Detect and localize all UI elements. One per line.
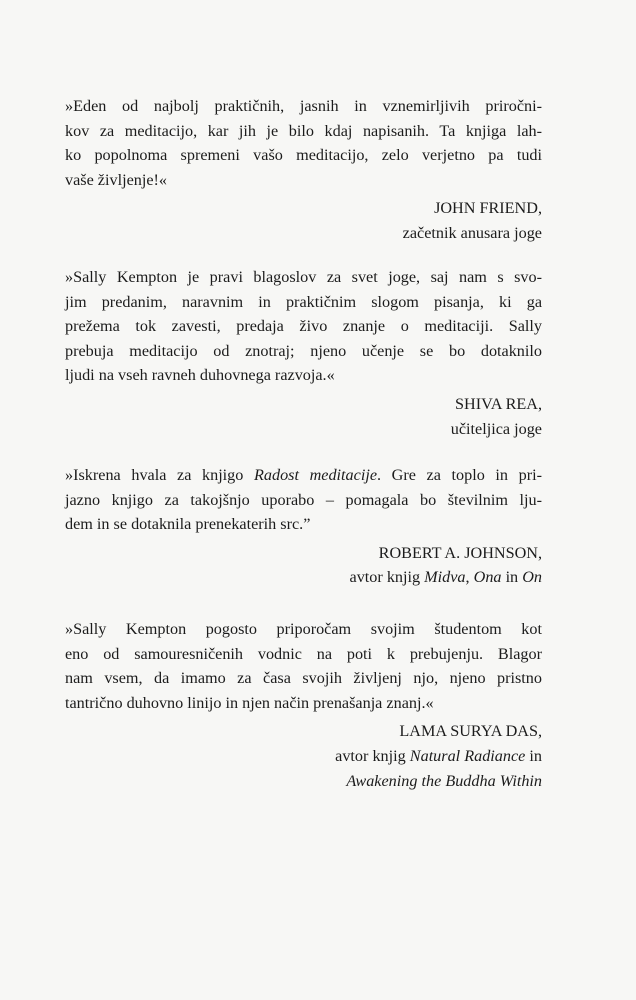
quote-line: jim predanim, naravnim in praktičnim slogom pisanja, ki ga	[65, 292, 542, 311]
testimonial-shiva-rea	[65, 265, 542, 441]
quote-line: ko popolnoma spremeni vašo meditacijo, zelo verjetno pa tudi	[65, 146, 542, 165]
quote-text	[65, 617, 542, 715]
author-role	[65, 565, 542, 590]
quote-line: »Sally Kempton je pravi blagoslov za svet joge, saj nam s svo-	[65, 268, 542, 286]
quote-fragment: »Iskrena hvala za knjigo	[65, 466, 254, 484]
author-name: JOHN FRIEND,	[434, 199, 542, 218]
quote-text	[65, 265, 542, 388]
role-fragment: ,	[465, 568, 474, 587]
author-role: učiteljica joge	[450, 419, 542, 438]
quote-line: dem in se dotaknila prenekaterih src.”	[65, 515, 311, 534]
quote-line: kov za meditacijo, kar jih je bilo kdaj napisanih. Ta knjiga lah-	[65, 121, 542, 140]
quote-line	[65, 463, 542, 488]
role-fragment: avtor knjig	[335, 746, 410, 765]
attribution	[65, 196, 542, 245]
quote-line: ljudi na vseh ravneh duhovnega razvoja.«	[65, 366, 335, 385]
quote-line: »Eden od najbolj praktičnih, jasnih in vznemirljivih priročni-	[65, 97, 542, 115]
quote-text	[65, 463, 542, 537]
author-name: SHIVA REA,	[455, 394, 542, 413]
book-title: Midva	[424, 568, 466, 587]
quote-line: prežema tok zavesti, predaja živo znanje o meditaciji. Sally	[65, 317, 542, 336]
book-title: Radost meditacije	[254, 466, 378, 484]
book-title: On	[522, 568, 542, 587]
quote-text	[65, 94, 542, 192]
attribution	[65, 541, 542, 590]
quote-line: jazno knjigo za takojšnjo uporabo – pomagala bo številnim lju-	[65, 490, 542, 509]
book-title: Ona	[473, 568, 502, 587]
testimonial-lama-surya-das	[65, 617, 542, 793]
book-title: Natural Radiance	[409, 746, 526, 765]
quote-line: »Sally Kempton pogosto priporočam svojim študentom kot	[65, 620, 542, 638]
book-title: Awakening the Buddha Within	[346, 771, 542, 790]
role-fragment: in	[501, 568, 523, 587]
role-fragment: in	[525, 746, 542, 765]
quote-line: nam vsem, da imamo za časa svojih življenj njo, njeno pristno	[65, 669, 542, 688]
quote-fragment: . Gre za toplo in pri-	[377, 466, 543, 484]
quote-line: vaše življenje!«	[65, 170, 168, 189]
attribution	[65, 392, 542, 441]
author-role: začetnik anusara joge	[402, 223, 542, 242]
testimonial-john-friend	[65, 94, 542, 246]
author-role	[65, 769, 542, 794]
author-name: ROBERT A. JOHNSON,	[378, 543, 542, 562]
attribution	[65, 719, 542, 793]
testimonial-robert-johnson	[65, 463, 542, 590]
role-fragment: avtor knjig	[349, 568, 425, 587]
author-name: LAMA SURYA DAS,	[399, 722, 542, 741]
quote-line: prebuja meditacijo od znotraj; njeno učenje se bo dotaknilo	[65, 341, 542, 360]
quote-line: tantrično duhovno linijo in njen način prenašanja znanj.«	[65, 693, 434, 712]
quote-line: eno od samouresničenih vodnic na poti k prebujenju. Blagor	[65, 644, 542, 663]
author-role	[65, 744, 542, 769]
